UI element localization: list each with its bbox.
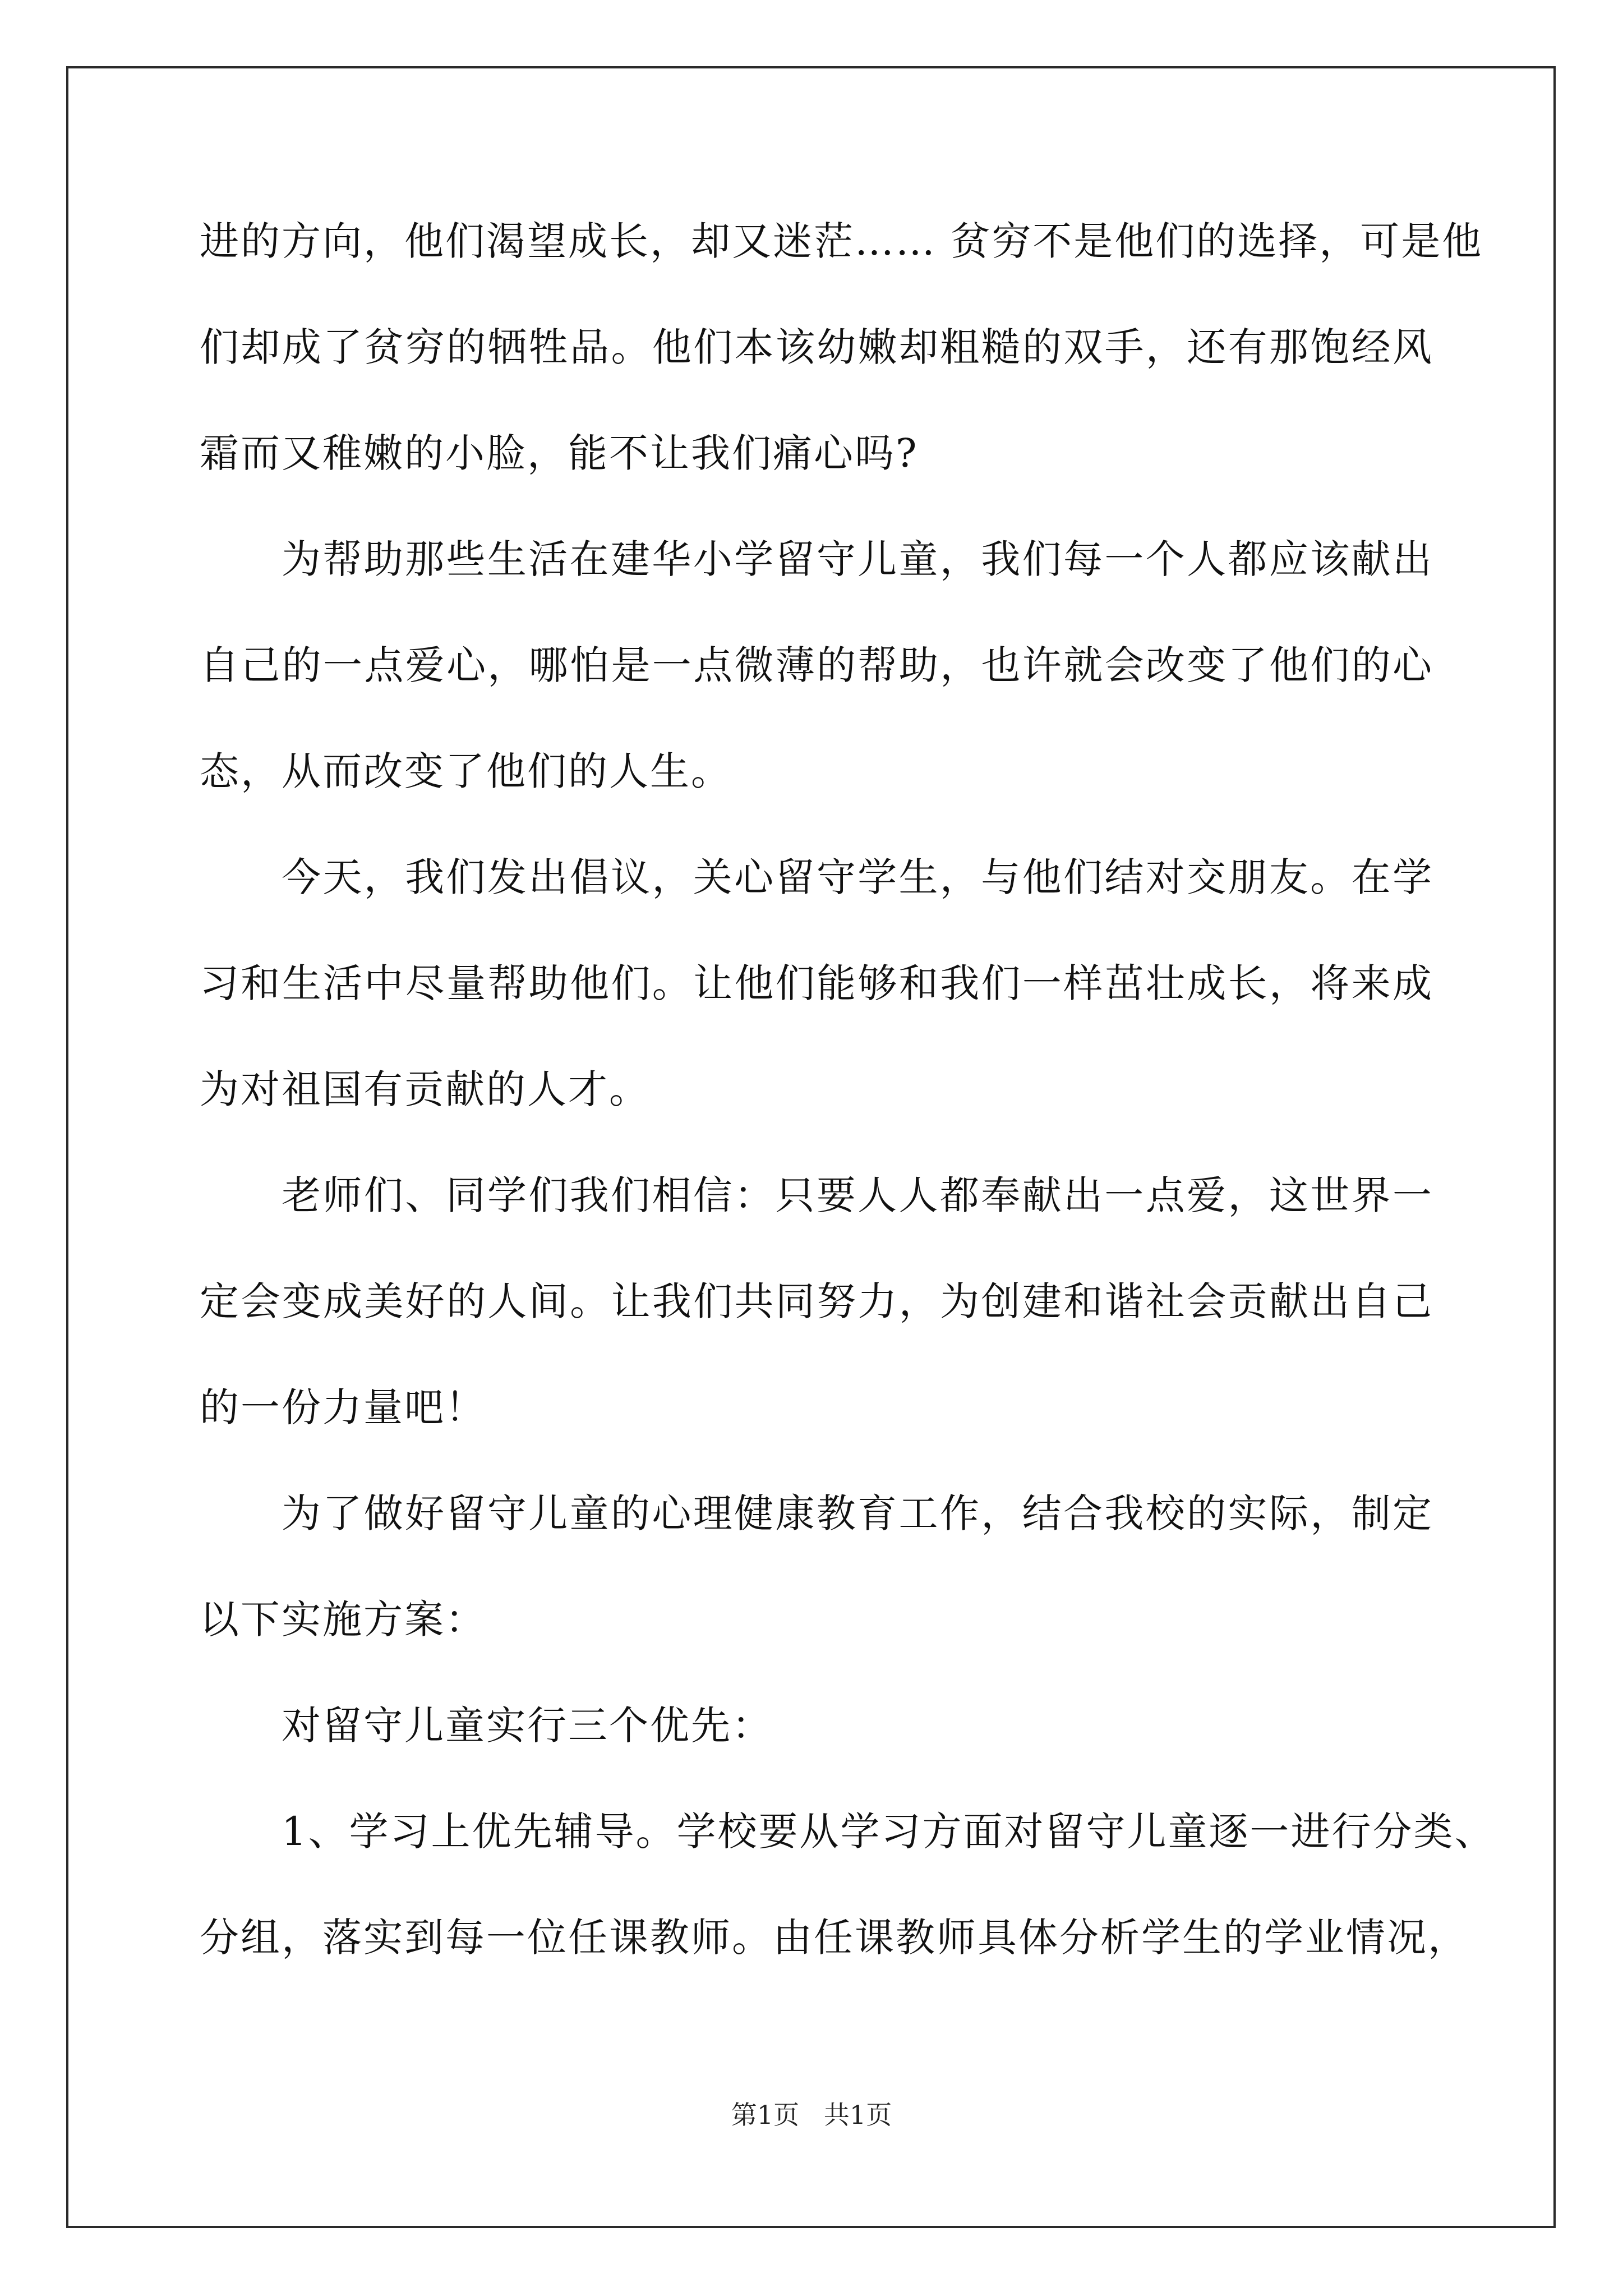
paragraph-first-line: 为了做好留守儿童的心理健康教育工作，结合我校的实际，制定 xyxy=(282,1490,1433,1536)
paragraph-first-line: 1、学习上优先辅导。学校要从学习方面对留守儿童逐一进行分类、 xyxy=(282,1809,1496,1855)
text-line: 自己的一点爱心，哪怕是一点微薄的帮助，也许就会改变了他们的心 xyxy=(200,642,1433,688)
paragraph-first-line: 今天，我们发出倡议，关心留守学生，与他们结对交朋友。在学 xyxy=(282,854,1433,900)
document-body xyxy=(200,212,1496,2014)
page-number-footer: 第1页 共1页 xyxy=(731,2100,892,2130)
text-line: 霜而又稚嫩的小脸，能不让我们痛心吗? xyxy=(200,430,919,476)
text-line: 习和生活中尽量帮助他们。让他们能够和我们一样茁壮成长，将来成 xyxy=(200,960,1433,1006)
paragraph-first-line: 老师们、同学们我们相信：只要人人都奉献出一点爱，这世界一 xyxy=(282,1172,1433,1218)
text-line: 以下实施方案： xyxy=(200,1596,486,1642)
text-line: 定会变成美好的人间。让我们共同努力，为创建和谐社会贡献出自己 xyxy=(200,1278,1433,1324)
paragraph-first-line: 对留守儿童实行三个优先： xyxy=(282,1703,773,1749)
text-line: 的一份力量吧！ xyxy=(200,1384,486,1430)
text-line: 态，从而改变了他们的人生。 xyxy=(200,748,732,794)
text-line: 进的方向，他们渴望成长，却又迷茫…… 贫穷不是他们的选择，可是他 xyxy=(200,218,1483,264)
paragraph-first-line: 为帮助那些生活在建华小学留守儿童，我们每一个人都应该献出 xyxy=(282,536,1433,582)
text-line: 们却成了贫穷的牺牲品。他们本该幼嫩却粗糙的双手，还有那饱经风 xyxy=(200,324,1433,370)
text-line: 分组，落实到每一位任课教师。由任课教师具体分析学生的学业情况， xyxy=(200,1915,1469,1961)
text-line: 为对祖国有贡献的人才。 xyxy=(200,1066,650,1112)
